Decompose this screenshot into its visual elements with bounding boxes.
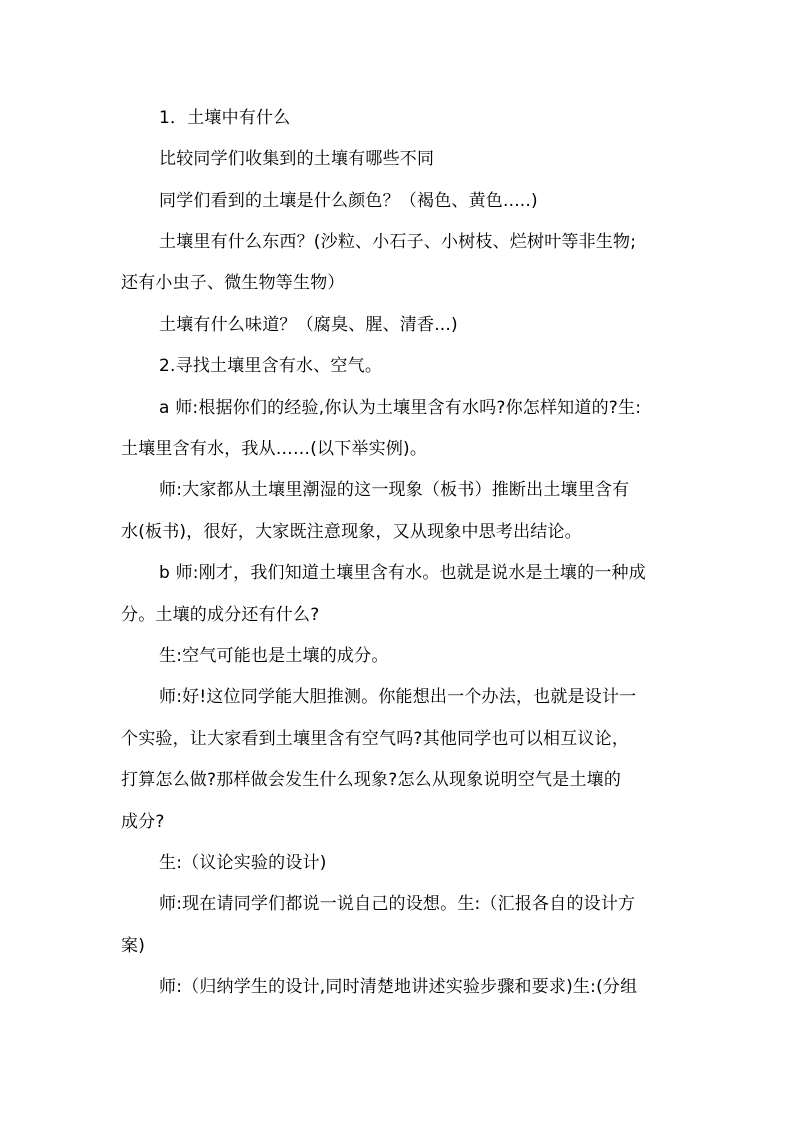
paragraph-line: 打算怎么做?那样做会发生什么现象?怎么从现象说明空气是土壤的	[121, 770, 622, 790]
paragraph-line: 个实验，让大家看到土壤里含有空气吗?其他同学也可以相互议论，	[121, 729, 630, 749]
paragraph-line: b 师:刚才，我们知道土壤里含有水。也就是说水是土壤的一种成	[159, 563, 646, 583]
paragraph-line: 水(板书)，很好，大家既注意现象，又从现象中思考出结论。	[121, 522, 582, 542]
paragraph-line: 成分?	[121, 812, 165, 832]
paragraph-line: 土壤有什么味道？（腐臭、腥、清香...)	[159, 315, 458, 335]
paragraph-line: 土壤里含有水，我从……(以下举实例)。	[121, 439, 428, 459]
paragraph-line: 生:（议论实验的设计)	[159, 853, 327, 873]
section-heading-1: 1．土壤中有什么	[159, 108, 291, 128]
paragraph-line: 案)	[121, 936, 146, 956]
paragraph-line: 生:空气可能也是土壤的成分。	[159, 646, 389, 666]
paragraph-line: 师:大家都从土壤里潮湿的这一现象（板书）推断出土壤里含有	[159, 480, 630, 500]
paragraph-line: 比较同学们收集到的土壤有哪些不同	[159, 149, 435, 169]
paragraph-line: 师:现在请同学们都说一说自己的设想。生:（汇报各自的设计方	[159, 894, 636, 914]
paragraph-line: 分。土壤的成分还有什么?	[121, 605, 320, 625]
paragraph-line: a 师:根据你们的经验,你认为土壤里含有水吗?你怎样知道的?生:	[159, 398, 642, 418]
section-heading-2: 2.寻找土壤里含有水、空气。	[159, 356, 383, 376]
paragraph-line: 师:好!这位同学能大胆推测。你能想出一个办法，也就是设计一	[159, 687, 637, 707]
paragraph-line: 土壤里有什么东西？(沙粒、小石子、小树枝、烂树叶等非生物;	[159, 232, 637, 252]
paragraph-line: 同学们看到的土壤是什么颜色？（褐色、黄色.....)	[159, 191, 538, 211]
paragraph-line: 还有小虫子、微生物等生物）	[121, 273, 345, 293]
paragraph-line: 师:（归纳学生的设计,同时清楚地讲述实验步骤和要求)生:(分组	[159, 977, 638, 997]
